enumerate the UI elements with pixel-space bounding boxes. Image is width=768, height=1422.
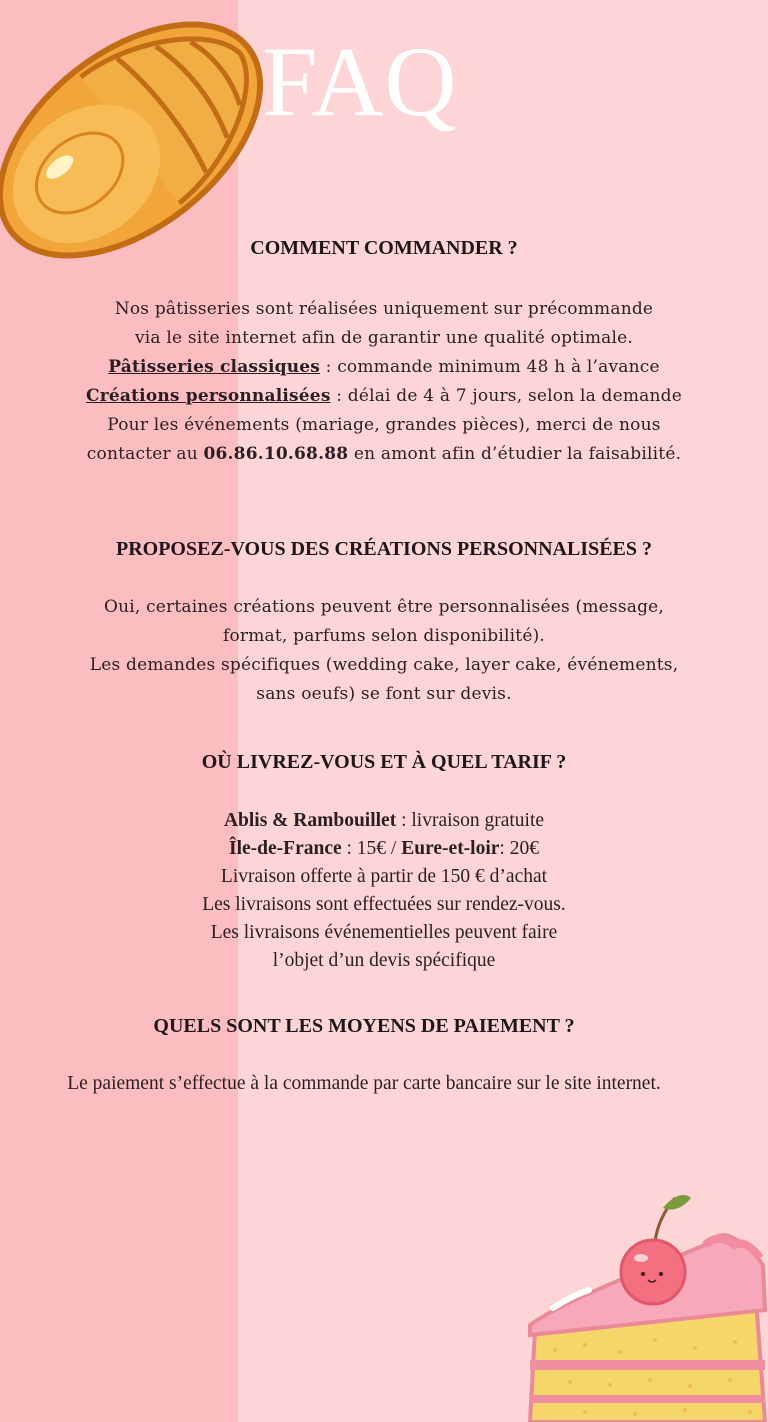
body-line (0, 835, 768, 863)
madeleine-icon (0, 0, 280, 275)
body-line: Les demandes spécifiques (wedding cake, layer cake, événements, (89, 655, 679, 675)
zone-ablis-text: : livraison gratuite (396, 810, 545, 831)
body-line: Le paiement s’effectue à la commande par carte bancaire sur le site internet. (67, 1073, 661, 1094)
classic-pastries-text: : commande minimum 48 h à l’avance (320, 357, 660, 377)
contact-prefix: contacter au (86, 444, 204, 464)
body-line (0, 353, 768, 382)
section-heading-order: COMMENT COMMANDER ? (250, 237, 518, 259)
section-body-custom (0, 593, 768, 709)
section-heading-payment: QUELS SONT LES MOYENS DE PAIEMENT ? (153, 1015, 575, 1037)
body-line: format, parfums selon disponibilité). (222, 626, 546, 646)
zone-eure-label: Eure-et-loir (401, 838, 500, 859)
body-line (0, 382, 768, 411)
zone-idf-label: Île-de-France (229, 838, 342, 859)
body-line: via le site internet afin de garantir une qualité optimale. (134, 328, 634, 348)
body-line: sans oeufs) se font sur devis. (256, 684, 512, 704)
body-line: Les livraisons sont effectuées sur rendez-vous. (202, 894, 566, 915)
body-line: Oui, certaines créations peuvent être personnalisées (message, (103, 597, 665, 617)
body-line: Nos pâtisseries sont réalisées uniquement sur précommande (114, 299, 654, 319)
section-heading-delivery: OÙ LIVREZ-VOUS ET À QUEL TARIF ? (201, 751, 567, 773)
page-title: FAQ (262, 26, 458, 137)
contact-suffix: en amont afin d’étudier la faisabilité. (348, 444, 682, 464)
body-line: Pour les événements (mariage, grandes pièces), merci de nous (107, 415, 661, 435)
body-line: Les livraisons événementielles peuvent faire (210, 922, 558, 943)
custom-creations-label: Créations personnalisées (85, 386, 331, 406)
zone-idf-text: : 15€ / (341, 838, 402, 859)
section-body-delivery (0, 807, 768, 975)
phone-number: 06.86.10.68.88 (203, 444, 349, 464)
section-heading-custom: PROPOSEZ-VOUS DES CRÉATIONS PERSONNALISÉES ? (115, 538, 652, 560)
body-line: l’objet d’un devis spécifique (272, 950, 496, 971)
body-line: Livraison offerte à partir de 150 € d’achat (220, 866, 548, 887)
custom-creations-text: : délai de 4 à 7 jours, selon la demande (330, 386, 683, 406)
classic-pastries-label: Pâtisseries classiques (108, 357, 321, 377)
section-body-order (0, 295, 768, 469)
zone-ablis-label: Ablis & Rambouillet (223, 810, 397, 831)
body-line (0, 807, 768, 835)
cake-slice-icon (525, 1190, 768, 1422)
section-body-payment (0, 1070, 748, 1098)
body-line (0, 440, 768, 469)
zone-eure-text: : 20€ (499, 838, 539, 859)
